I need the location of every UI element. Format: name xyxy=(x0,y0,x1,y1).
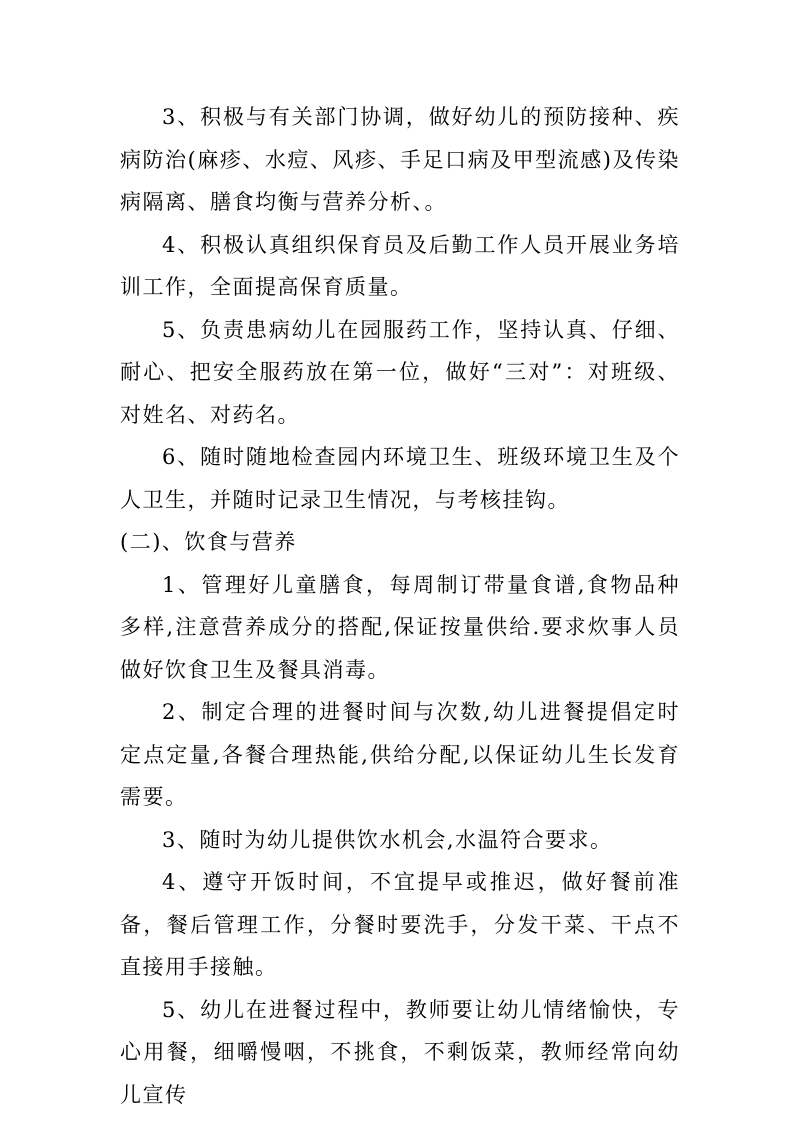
paragraph-item-5: 5、负责患病幼儿在园服药工作，坚持认真、仔细、耐心、把安全服药放在第一位，做好“三对”：对班级、对姓名、对药名。 xyxy=(120,317,680,427)
paragraph-item-3: 3、积极与有关部门协调，做好幼儿的预防接种、疾病防治(麻疹、水痘、风疹、手足口病及甲型流感)及传染病隔离、膳食均衡与营养分析、。 xyxy=(120,105,680,214)
paragraph-diet-5: 5、幼儿在进餐过程中，教师要让幼儿情绪愉快，专心用餐，细嚼慢咽，不挑食，不剩饭菜，教师经常向幼儿宣传 xyxy=(120,997,680,1107)
section-heading: (二)、饮食与营养 xyxy=(120,530,297,554)
paragraph-diet-1: 1、管理好儿童膳食，每周制订带量食谱,食物品种多样,注意营养成分的搭配,保证按量供给.要求炊事人员做好饮食卫生及餐具消毒。 xyxy=(120,572,680,682)
paragraph-diet-2: 2、制定合理的进餐时间与次数,幼儿进餐提倡定时定点定量,各餐合理热能,供给分配,以保证幼儿生长发育需要。 xyxy=(120,700,680,809)
paragraph-diet-4: 4、遵守开饭时间，不宜提早或推迟，做好餐前准备，餐后管理工作，分餐时要洗手，分发干菜、干点不直接用手接触。 xyxy=(120,870,680,979)
paragraph-item-6: 6、随时随地检查园内环境卫生、班级环境卫生及个人卫生，并随时记录卫生情况，与考核挂钩。 xyxy=(120,445,680,512)
paragraph-diet-3: 3、随时为幼儿提供饮水机会,水温符合要求。 xyxy=(162,827,613,852)
document-body xyxy=(120,96,680,1116)
paragraph-item-4: 4、积极认真组织保育员及后勤工作人员开展业务培训工作，全面提高保育质量。 xyxy=(120,232,680,299)
